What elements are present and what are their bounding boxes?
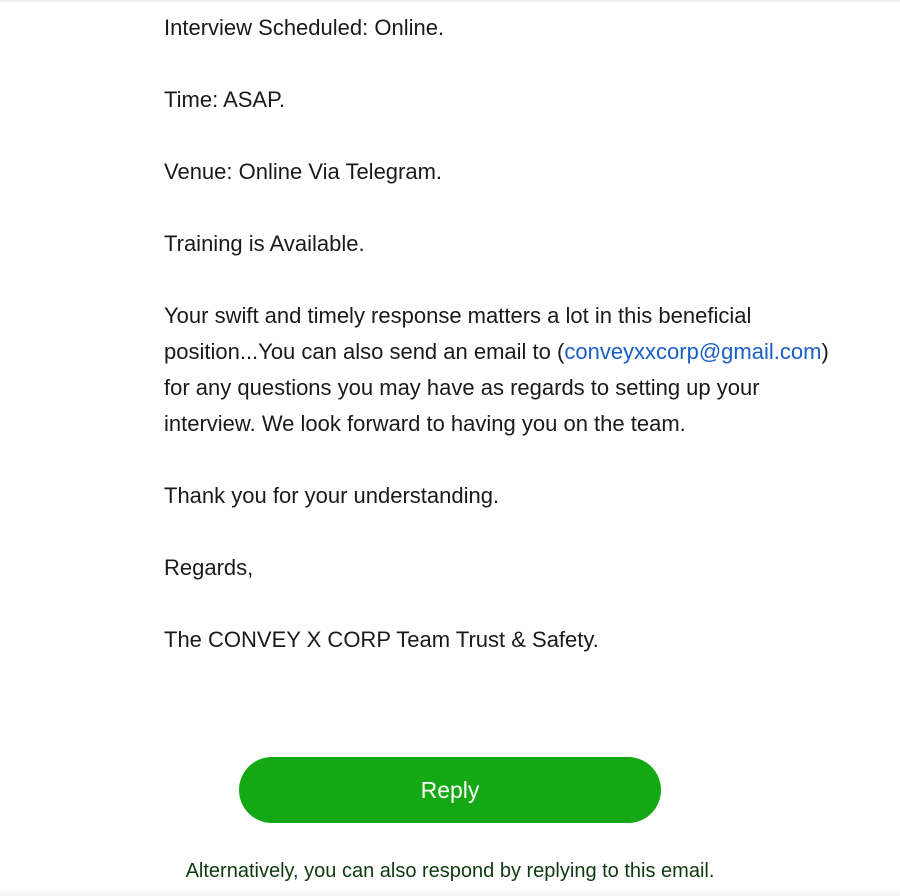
response-text-after: ) for any questions you may have as regards to setting up your interview. We look forward to having you on the team. xyxy=(164,339,829,436)
top-divider xyxy=(0,0,900,2)
interview-line: Interview Scheduled: Online. xyxy=(164,15,445,40)
reply-button-container xyxy=(239,757,661,823)
footer-note: Alternatively, you can also respond by replying to this email. xyxy=(185,860,715,882)
bottom-divider xyxy=(0,888,900,896)
training-line: Training is Available. xyxy=(164,231,365,256)
response-text-before: Your swift and timely response matters a lot in this beneficial position...You can also send an email to ( xyxy=(164,303,752,364)
time-line: Time: ASAP. xyxy=(164,87,286,112)
email-body xyxy=(164,10,854,694)
reply-button[interactable]: Reply xyxy=(239,757,661,823)
response-paragraph xyxy=(164,298,854,442)
signature-line: The CONVEY X CORP Team Trust & Safety. xyxy=(164,627,599,652)
regards-line: Regards, xyxy=(164,555,254,580)
thanks-line: Thank you for your understanding. xyxy=(164,483,500,508)
contact-email-link[interactable]: conveyxxcorp@gmail.com xyxy=(564,339,822,364)
venue-line: Venue: Online Via Telegram. xyxy=(164,159,443,184)
